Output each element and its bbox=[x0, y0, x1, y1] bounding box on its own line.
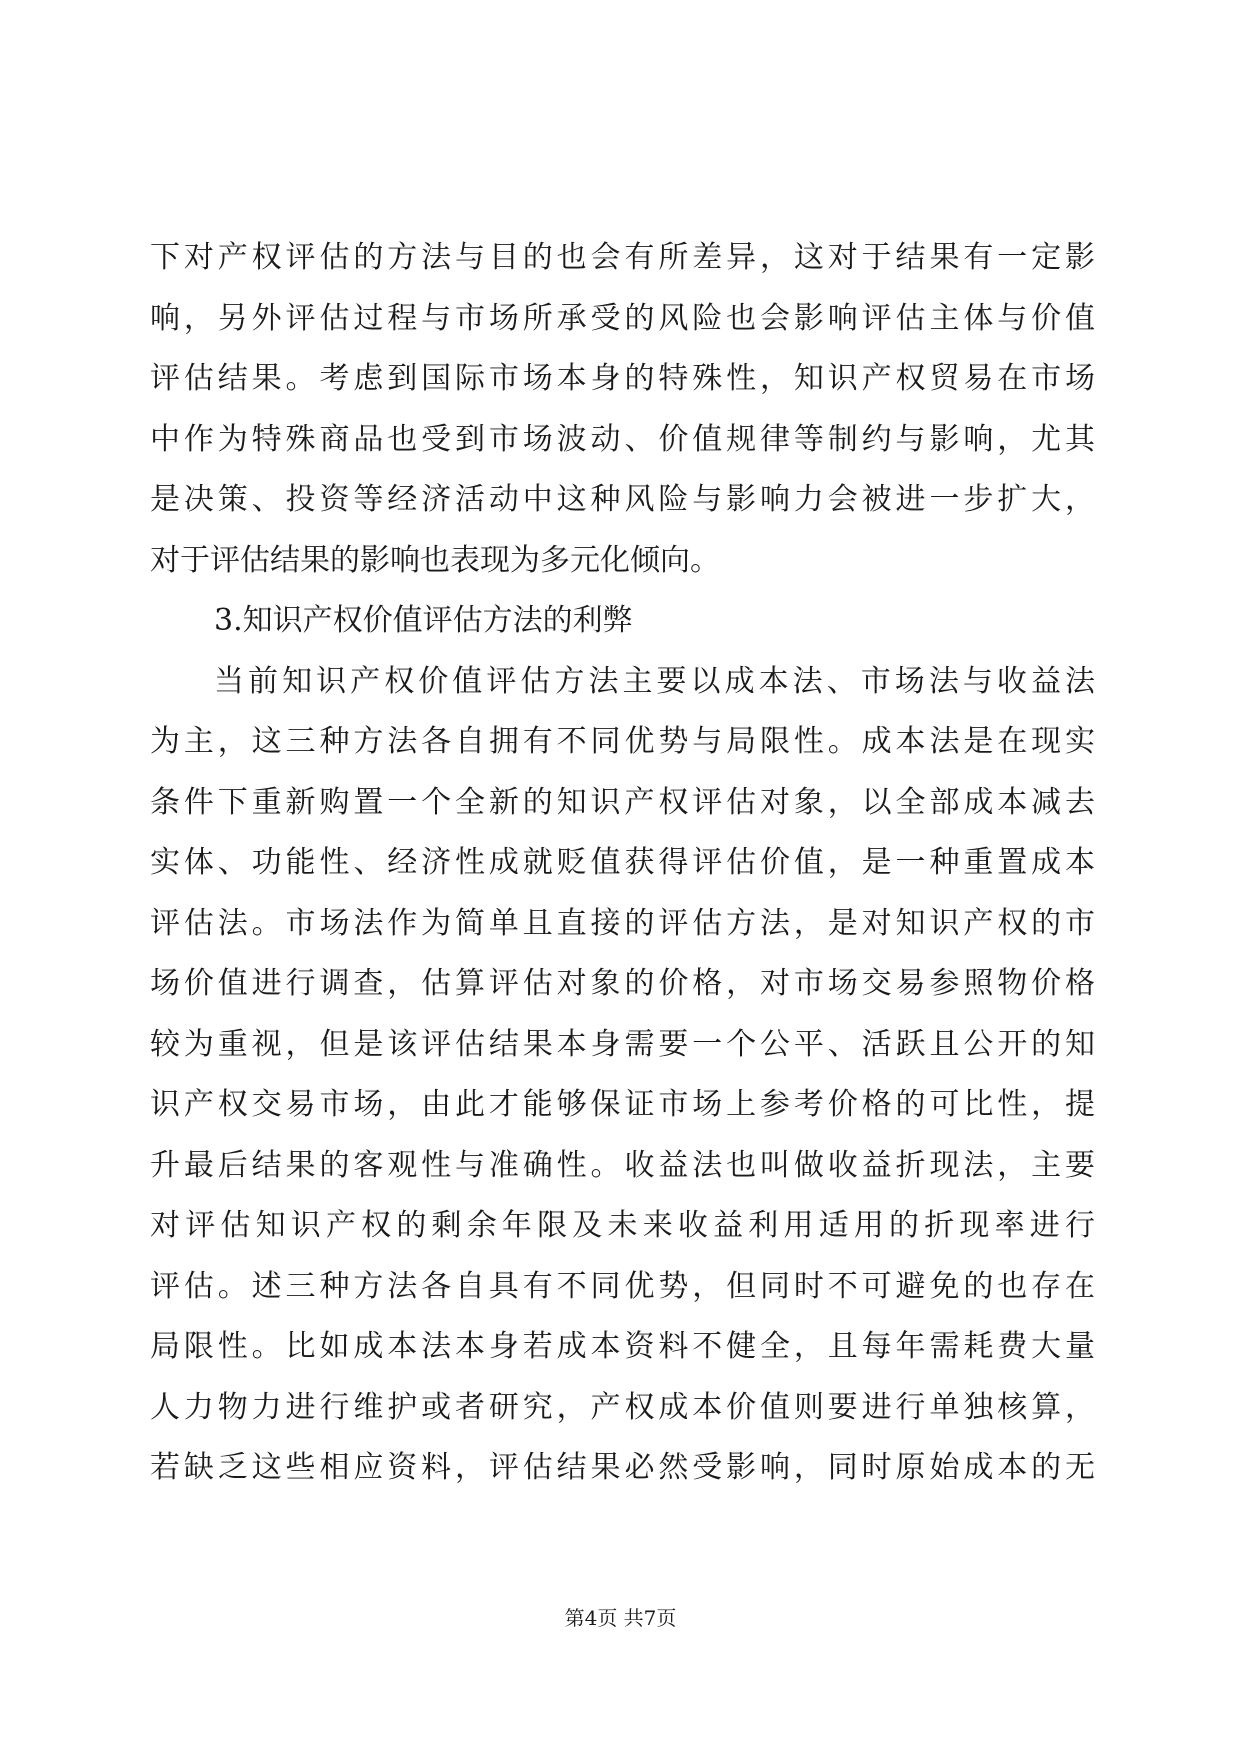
text-line: 对于评估结果的影响也表现为多元化倾向。 bbox=[150, 542, 720, 578]
text-line: 是决策、投资等经济活动中这种风险与影响力会被进一步扩大， bbox=[150, 482, 1095, 517]
document-body bbox=[150, 228, 1095, 1499]
text-line: 若缺乏这些相应资料，评估结果必然受影响，同时原始成本的无 bbox=[150, 1450, 1095, 1485]
text-line: 中作为特殊商品也受到市场波动、价值规律等制约与影响，尤其 bbox=[150, 421, 1095, 457]
text-line: 实体、功能性、经济性成就贬值获得评估价值，是一种重置成本 bbox=[150, 845, 1095, 880]
text-line: 下对产权评估的方法与目的也会有所差异，这对于结果有一定影 bbox=[150, 240, 1095, 275]
text-line: 较为重视，但是该评估结果本身需要一个公平、活跃且公开的知 bbox=[150, 1026, 1095, 1062]
text-line: 升最后结果的客观性与准确性。收益法也叫做收益折现法，主要 bbox=[150, 1147, 1095, 1183]
text-line: 评估。述三种方法各自具有不同优势，但同时不可避免的也存在 bbox=[150, 1268, 1095, 1304]
text-line: 评估法。市场法作为简单且直接的评估方法，是对知识产权的市 bbox=[150, 905, 1095, 941]
page-footer bbox=[0, 1604, 1241, 1632]
text-line: 场价值进行调查，估算评估对象的价格，对市场交易参照物价格 bbox=[150, 966, 1095, 1001]
text-line: 局限性。比如成本法本身若成本资料不健全，且每年需耗费大量 bbox=[150, 1329, 1095, 1364]
text-line: 评估结果。考虑到国际市场本身的特殊性，知识产权贸易在市场 bbox=[150, 361, 1095, 396]
text-line: 当前知识产权价值评估方法主要以成本法、市场法与收益法 bbox=[214, 663, 1095, 699]
text-line: 人力物力进行维护或者研究，产权成本价值则要进行单独核算， bbox=[150, 1389, 1095, 1425]
text-line: 识产权交易市场，由此才能够保证市场上参考价格的可比性，提 bbox=[150, 1087, 1095, 1122]
page-number: 第4页 共7页 bbox=[564, 1606, 677, 1630]
text-line: 响，另外评估过程与市场所承受的风险也会影响评估主体与价值 bbox=[150, 300, 1095, 336]
text-line: 为主，这三种方法各自拥有不同优势与局限性。成本法是在现实 bbox=[150, 724, 1095, 759]
text-line: 条件下重新购置一个全新的知识产权评估对象，以全部成本减去 bbox=[150, 784, 1095, 820]
section-heading: 3.知识产权价值评估方法的利弊 bbox=[214, 603, 633, 638]
text-line: 对评估知识产权的剩余年限及未来收益利用适用的折现率进行 bbox=[150, 1208, 1095, 1243]
